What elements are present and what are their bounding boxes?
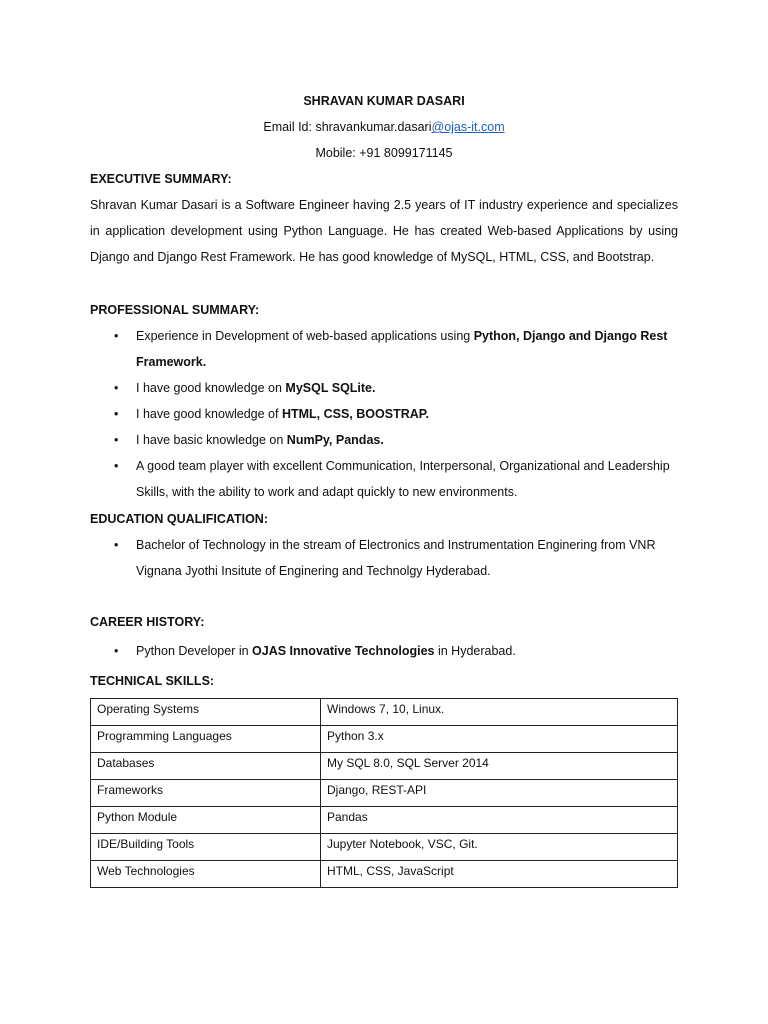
list-item-text: I have good knowledge of	[136, 407, 282, 421]
executive-summary-text: Shravan Kumar Dasari is a Software Engineer having 2.5 years of IT industry experience and specializes in application development using Python Language. He has created Web-based Applications by using Django and Django Rest Framework. He has good knowledge of MySQL, HTML, CSS, and Bootstrap.	[90, 198, 678, 264]
professional-summary-list	[90, 323, 678, 505]
table-row	[91, 834, 678, 861]
skill-category-cell: Python Module	[91, 807, 321, 834]
list-item-emphasis: Python, Django and Django Rest Framework.	[136, 329, 668, 369]
list-item-text: I have good knowledge on	[136, 381, 286, 395]
list-item-text: I have basic knowledge on	[136, 433, 287, 447]
education-list	[90, 532, 678, 584]
list-item-text: Bachelor of Technology in the stream of Electronics and Instrumentation Enginering from VNR Vignana Jyothi Insitute of Enginering and Technolgy Hyderabad.	[136, 538, 656, 578]
bullet-icon: •	[114, 329, 119, 343]
list-item	[90, 638, 678, 664]
skill-value-cell: Windows 7, 10, Linux.	[321, 699, 678, 726]
bullet-icon: •	[114, 433, 119, 447]
skill-category-cell: Frameworks	[91, 780, 321, 807]
skill-value-cell: Django, REST-API	[321, 780, 678, 807]
education-heading: EDUCATION QUALIFICATION:	[90, 512, 268, 526]
table-row	[91, 861, 678, 888]
table-row	[91, 726, 678, 753]
executive-summary-heading: EXECUTIVE SUMMARY:	[90, 172, 232, 186]
skill-value-cell: Jupyter Notebook, VSC, Git.	[321, 834, 678, 861]
email-line	[90, 120, 678, 134]
list-item-emphasis: MySQL SQLite.	[285, 381, 376, 395]
skill-category-cell: Databases	[91, 753, 321, 780]
skill-value-cell: Python 3.x	[321, 726, 678, 753]
bullet-icon: •	[114, 407, 119, 421]
list-item-text: Experience in Development of web-based applications using	[136, 329, 474, 343]
skill-value-cell: Pandas	[321, 807, 678, 834]
skill-category-cell: Web Technologies	[91, 861, 321, 888]
table-row	[91, 780, 678, 807]
skill-category-cell: Operating Systems	[91, 699, 321, 726]
career-history-heading: CAREER HISTORY:	[90, 615, 205, 629]
list-item	[90, 427, 678, 453]
technical-skills-table	[90, 698, 678, 888]
bullet-icon: •	[114, 381, 119, 395]
email-link[interactable]: @ojas-it.com	[431, 120, 505, 134]
professional-summary-heading: PROFESSIONAL SUMMARY:	[90, 303, 260, 317]
skill-value-cell: My SQL 8.0, SQL Server 2014	[321, 753, 678, 780]
bullet-icon: •	[114, 644, 119, 658]
skill-value-cell: HTML, CSS, JavaScript	[321, 861, 678, 888]
list-item	[90, 532, 678, 584]
email-user: shravankumar.dasari	[315, 120, 432, 134]
list-item	[90, 401, 678, 427]
email-label: Email Id:	[263, 120, 316, 134]
skill-category-cell: IDE/Building Tools	[91, 834, 321, 861]
candidate-name: SHRAVAN KUMAR DASARI	[303, 94, 465, 108]
bullet-icon: •	[114, 459, 119, 473]
list-item-text: in Hyderabad.	[434, 644, 516, 658]
bullet-icon: •	[114, 538, 119, 552]
list-item	[90, 323, 678, 375]
table-row	[91, 699, 678, 726]
mobile-line: Mobile: +91 8099171145	[315, 146, 453, 160]
technical-skills-heading: TECHNICAL SKILLS:	[90, 674, 215, 688]
table-row	[91, 753, 678, 780]
career-history-list	[90, 638, 678, 664]
list-item-emphasis: NumPy, Pandas.	[286, 433, 384, 447]
list-item	[90, 453, 678, 505]
list-item-text: A good team player with excellent Communication, Interpersonal, Organizational and Leadership Skills, with the ability to work and adapt quickly to new environments.	[136, 459, 670, 499]
list-item-emphasis: OJAS Innovative Technologies	[252, 644, 435, 658]
skill-category-cell: Programming Languages	[91, 726, 321, 753]
list-item-text: Python Developer in	[136, 644, 253, 658]
table-row	[91, 807, 678, 834]
list-item-emphasis: HTML, CSS, BOOSTRAP.	[281, 407, 429, 421]
list-item	[90, 375, 678, 401]
